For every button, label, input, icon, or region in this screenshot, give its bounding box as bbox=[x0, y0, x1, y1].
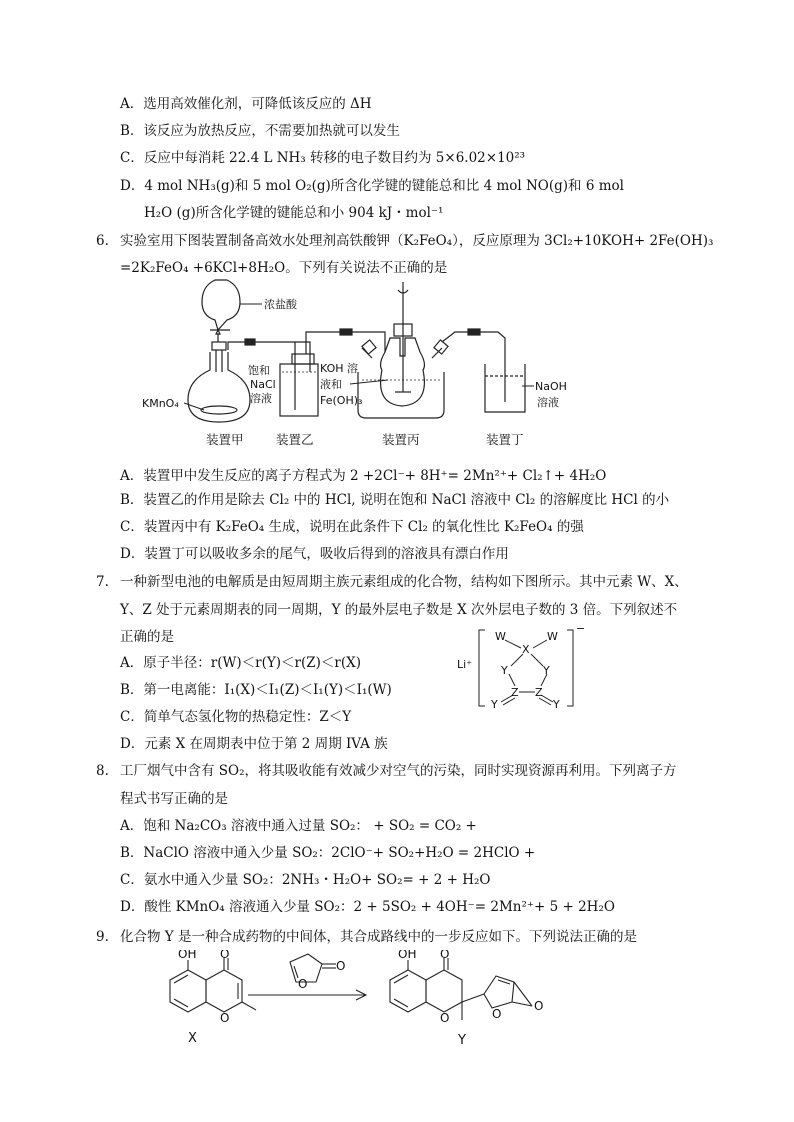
atom-z-left: Z bbox=[511, 686, 519, 699]
atom-z-right: Z bbox=[535, 686, 543, 699]
q7-stem-line3: 正确的是 bbox=[120, 629, 174, 645]
x-oh: OH bbox=[178, 950, 197, 961]
label-koh-2: 液和 bbox=[320, 378, 342, 391]
atom-y-bottom-left: Y bbox=[491, 698, 498, 710]
label-conc-hcl: 浓盐酸 bbox=[264, 298, 297, 311]
y-furanone-carbonyl-o: O bbox=[534, 999, 544, 1013]
caption-ding: 装置丁 bbox=[486, 432, 524, 447]
q6-option-a: A．装置甲中发生反应的离子方程式为 2 +2Cl⁻+ 8H⁺= 2Mn²⁺+ Cl₂↑+ 4H₂O bbox=[120, 468, 607, 484]
q5-option-d-line2: H₂O (g)所含化学键的键能总和小 904 kJ・mol⁻¹ bbox=[144, 205, 444, 221]
label-nacl-2: NaCl bbox=[250, 378, 276, 391]
q8-option-b: B．NaClO 溶液中通入少量 SO₂：2ClO⁻+ SO₂+H₂O = 2HClO + bbox=[120, 845, 536, 861]
q8-option-d: D．酸性 KMnO₄ 溶液通入少量 SO₂：2 + 5SO₂ + 4OH⁻= 2Mn²⁺+ 5 + 2H₂O bbox=[120, 899, 615, 915]
q5-option-c: C．反应中每消耗 22.4 L NH₃ 转移的电子数目约为 5×6.02×10²³ bbox=[120, 150, 526, 166]
label-koh-3: Fe(OH)₃ bbox=[320, 394, 363, 407]
li-ion: Li⁺ bbox=[457, 658, 472, 671]
q5-option-b: B．该反应为放热反应，不需要加热就可以发生 bbox=[120, 123, 400, 139]
y-furanone-ring-o: O bbox=[492, 1007, 502, 1021]
q6-stem-line1: 实验室用下图装置制备高效水处理剂高铁酸钾（K₂FeO₄），反应原理为 3Cl₂+10KOH+ 2Fe(OH)₃ bbox=[120, 233, 714, 249]
q6-apparatus-diagram bbox=[130, 272, 600, 457]
label-compound-x: X bbox=[188, 1031, 197, 1046]
q8-number: 8. bbox=[96, 763, 109, 779]
q6-option-d: D．装置丁可以吸收多余的尾气，吸收后得到的溶液具有漂白作用 bbox=[120, 546, 509, 562]
y-ring-o: O bbox=[440, 1011, 450, 1025]
q8-option-c: C．氨水中通入少量 SO₂：2NH₃・H₂O+ SO₂= + 2 + H₂O bbox=[120, 872, 491, 888]
q9-reaction-scheme bbox=[140, 950, 580, 1050]
q6-stem-line2: =2K₂FeO₄ +6KCl+8H₂O。下列有关说法不正确的是 bbox=[120, 260, 448, 276]
caption-jia: 装置甲 bbox=[206, 432, 244, 447]
y-pyranone-ring bbox=[426, 970, 462, 1012]
atom-w-left: W bbox=[495, 630, 506, 643]
q9-stem: 化合物 Y 是一种合成药物的中间体，其合成路线中的一步反应如下。下列说法正确的是 bbox=[120, 929, 637, 945]
x-benzene-ring bbox=[170, 970, 206, 1012]
x-carbonyl-o: O bbox=[220, 950, 230, 961]
q6-option-b: B．装置乙的作用是除去 Cl₂ 中的 HCl, 说明在饱和 NaCl 溶液中 Cl₂ 的溶解度比 HCl 的小 bbox=[120, 492, 670, 508]
q7-stem-line1: 一种新型电池的电解质是由短周期主族元素组成的化合物，结构如下图所示。其中元素 W、X、 bbox=[120, 574, 688, 590]
caption-yi: 装置乙 bbox=[276, 432, 314, 447]
x-pyranone-ring bbox=[206, 970, 242, 1012]
round-flask-jia bbox=[188, 352, 250, 422]
y-benzene-ring bbox=[390, 970, 426, 1012]
label-compound-y: Y bbox=[458, 1033, 466, 1048]
q8-option-a: A．饱和 Na₂CO₃ 溶液中通入过量 SO₂： + SO₂ = CO₂ + bbox=[120, 818, 477, 834]
q7-structure-diagram bbox=[455, 622, 595, 710]
label-nacl-1: 饱和 bbox=[248, 364, 270, 377]
label-kmno4: KMnO₄ bbox=[142, 397, 179, 410]
q7-option-c: C．简单气态氢化物的热稳定性：Z＜Y bbox=[120, 709, 352, 725]
separatory-funnel bbox=[202, 280, 240, 334]
atom-y-left: Y bbox=[501, 664, 508, 677]
reagent-ring-o: O bbox=[298, 977, 308, 991]
q9-number: 9. bbox=[96, 929, 109, 945]
q5-option-a: A．选用高效催化剂，可降低该反应的 ΔH bbox=[120, 96, 372, 112]
atom-y-right: Y bbox=[543, 664, 550, 677]
anion-charge: − bbox=[576, 622, 586, 635]
q8-stem-line2: 程式书写正确的是 bbox=[120, 791, 228, 807]
caption-bing: 装置丙 bbox=[382, 432, 420, 447]
label-naoh-1: NaOH bbox=[535, 380, 567, 393]
y-oh: OH bbox=[398, 950, 417, 961]
x-ring-o: O bbox=[220, 1011, 230, 1025]
atom-y-bottom-right: Y bbox=[553, 698, 560, 710]
q6-number: 6. bbox=[96, 233, 109, 249]
atom-w-right: W bbox=[547, 630, 558, 643]
q8-stem-line1: 工厂烟气中含有 SO₂，将其吸收能有效减少对空气的污染，同时实现资源再利用。下列离子方 bbox=[120, 763, 677, 779]
label-naoh-2: 溶液 bbox=[537, 396, 559, 409]
y-carbonyl-o: O bbox=[440, 950, 450, 961]
atom-x: X bbox=[522, 643, 530, 656]
q7-option-b: B．第一电离能：I₁(X)＜I₁(Z)＜I₁(Y)＜I₁(W) bbox=[120, 682, 392, 698]
q7-number: 7. bbox=[96, 574, 109, 590]
q7-option-d: D．元素 X 在周期表中位于第 2 周期 IVA 族 bbox=[120, 736, 388, 752]
label-nacl-3: 溶液 bbox=[250, 392, 272, 405]
q7-option-a: A．原子半径：r(W)＜r(Y)＜r(Z)＜r(X) bbox=[120, 655, 361, 671]
q5-option-d-line1: D．4 mol NH₃(g)和 5 mol O₂(g)所含化学键的键能总和比 4 mol NO(g)和 6 mol bbox=[120, 178, 624, 194]
water-bath bbox=[358, 372, 444, 418]
q7-stem-line2: Y、Z 处于元素周期表的同一周期，Y 的最外层电子数是 X 次外层电子数的 3 倍。下列叙述不 bbox=[120, 602, 678, 618]
reagent-carbonyl-o: O bbox=[336, 959, 346, 973]
q6-option-c: C．装置丙中有 K₂FeO₄ 生成，说明在此条件下 Cl₂ 的氧化性比 K₂FeO₄ 的强 bbox=[120, 519, 584, 535]
label-koh-1: KOH 溶 bbox=[320, 362, 359, 375]
